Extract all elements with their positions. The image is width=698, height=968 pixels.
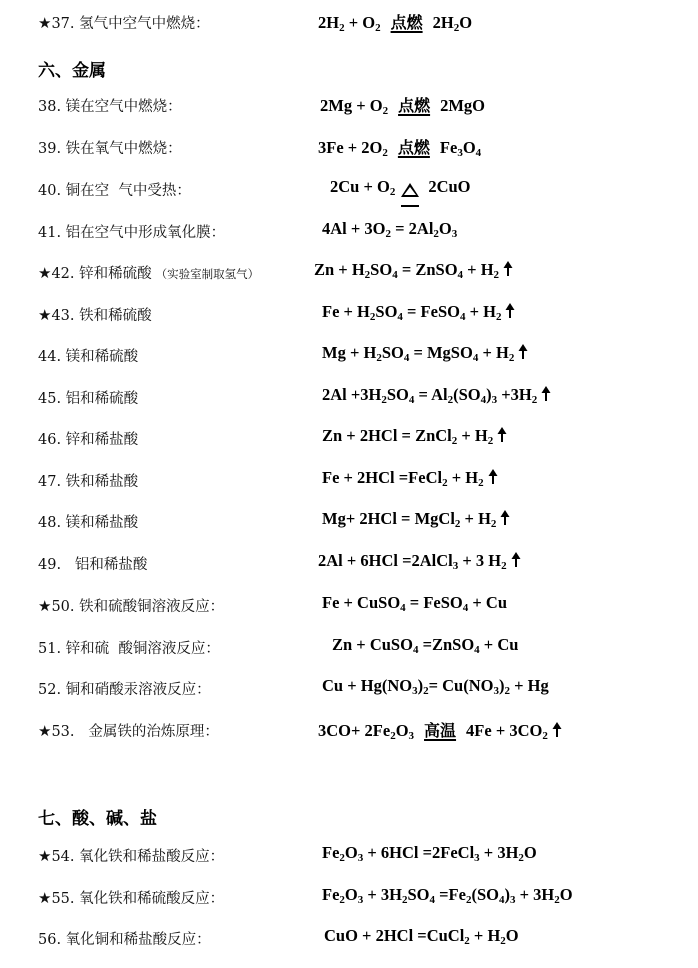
equation-row	[0, 632, 698, 660]
reaction-label	[38, 845, 224, 866]
reaction-description: 镁和稀盐酸	[65, 515, 139, 531]
reaction-description: 金属铁的治炼原理：	[79, 724, 219, 740]
reaction-label	[38, 179, 191, 200]
chemical-equation: 2Al + 6HCl =2AlCl$_3$ + 3 $H_2$	[318, 551, 521, 572]
equation-row	[0, 382, 698, 410]
chemical-equation: $Fe_2O_3 + 6HCl$ =2FeCl$_3$ + $3H_2O$	[322, 843, 537, 864]
chemical-equation: $Mg + H_2SO_4$ = MgSO$_4$ + $H_2$	[322, 343, 528, 364]
reaction-number: 56.	[38, 932, 66, 948]
equation-row	[0, 548, 698, 576]
reaction-label	[38, 221, 225, 242]
chemical-equation: Zn + CuSO$_4$ =ZnSO$_4$ + Cu	[332, 635, 519, 656]
chemical-equation: $Fe + H_2SO_4$ = FeSO$_4$ + $H_2$	[322, 302, 515, 323]
reaction-number: 38.	[38, 99, 66, 115]
reaction-label	[38, 595, 224, 616]
reaction-description: 铁和稀硫酸	[79, 308, 152, 324]
equation-row	[0, 257, 698, 285]
gas-up-arrow-icon	[552, 722, 562, 738]
reaction-label	[38, 678, 211, 699]
reaction-number: 54.	[51, 849, 80, 865]
reaction-description: 氧化铜和稀盐酸反应：	[65, 932, 211, 948]
reaction-description: 铜和硝酸汞溶液反应：	[65, 682, 211, 698]
reaction-number: 47.	[38, 474, 66, 490]
chemical-equation: $2Cu + O_2$ 2CuO	[330, 177, 471, 207]
reaction-condition: 点燃	[398, 96, 431, 115]
reaction-description: 铁和硫酸铜溶液反应：	[79, 599, 225, 615]
reaction-number: 45.	[38, 391, 66, 407]
reaction-label	[38, 720, 219, 741]
chemical-equation: $2Mg + O_2$ 点燃 2MgO	[320, 96, 485, 117]
chemical-equation: $Cu + Hg(NO_3)_2= Cu(NO_3)_2 + Hg$	[322, 676, 549, 697]
chemical-equation: Fe + 2HCl =FeCl$_2$ + $H_2$	[322, 468, 498, 489]
equation-row	[0, 174, 698, 202]
reaction-description: 铝和稀盐酸	[65, 557, 148, 573]
reaction-note: （实验室制取氢气）	[155, 267, 260, 281]
reaction-number: 37.	[51, 16, 80, 32]
reaction-number: 46.	[38, 432, 66, 448]
equation-row	[0, 7, 698, 35]
chemical-equation: $4Al + 3O_2 = 2Al_2O_3$	[322, 219, 458, 240]
equation-row	[0, 840, 698, 868]
equation-row	[0, 216, 698, 244]
reaction-label	[38, 262, 259, 283]
chemical-equation: $2Al +3H_2SO_4 = Al_2(SO_4)_3 +3H_2$	[322, 385, 551, 406]
equation-row	[0, 132, 698, 160]
reaction-label	[38, 387, 138, 408]
section-heading-metals: 六、金属	[38, 61, 106, 81]
reaction-label	[38, 428, 138, 449]
reaction-label	[38, 137, 182, 158]
reaction-label	[38, 637, 220, 658]
reaction-description: 镁在空气中燃烧：	[65, 99, 182, 115]
gas-up-arrow-icon	[541, 386, 551, 402]
gas-up-arrow-icon	[500, 510, 510, 526]
reaction-number: 55.	[51, 891, 80, 907]
gas-up-arrow-icon	[497, 427, 507, 443]
chemical-equation: Zn + 2HCl = ZnCl$_2$ + $H_2$	[322, 426, 507, 447]
reaction-condition: 点燃	[397, 138, 430, 157]
equation-row	[0, 299, 698, 327]
equation-row	[0, 673, 698, 701]
star-icon: ★	[38, 306, 52, 324]
heat-triangle-icon	[401, 181, 419, 207]
star-icon: ★	[38, 847, 52, 865]
reaction-label	[38, 553, 147, 574]
reaction-label	[38, 511, 138, 532]
reaction-description: 铝和稀硫酸	[65, 391, 139, 407]
reaction-number: 49.	[38, 557, 66, 573]
star-icon: ★	[38, 14, 52, 32]
reaction-description: 铁在氧气中燃烧：	[65, 141, 182, 157]
reaction-number: 51.	[38, 641, 66, 657]
chemical-equation: $Zn + H_2SO_4$ = ZnSO$_4$ + $H_2$	[314, 260, 513, 281]
gas-up-arrow-icon	[503, 261, 513, 277]
reaction-number: 53.	[51, 724, 80, 740]
star-icon: ★	[38, 264, 52, 282]
reaction-description: 锌和硫 酸铜溶液反应：	[65, 641, 220, 657]
reaction-condition: 高温	[424, 721, 457, 740]
gas-up-arrow-icon	[505, 303, 515, 319]
chemical-equation: CuO + 2HCl =CuCl$_2$ + $H_2O$	[324, 926, 519, 947]
reaction-number: 40.	[38, 183, 66, 199]
equation-row	[0, 506, 698, 534]
reaction-label	[38, 304, 152, 325]
chemical-equation: $Fe_2O_3 + 3H_2SO_4 =Fe_2(SO_4)_3 + 3H_2O$	[322, 885, 573, 906]
chemical-equation: $3Fe + 2O_2$ 点燃 $Fe_3O_4$	[318, 138, 482, 159]
reaction-description: 镁和稀硫酸	[65, 349, 139, 365]
reaction-description: 氢气中空气中燃烧：	[79, 16, 210, 32]
reaction-description: 铜在空 气中受热：	[65, 183, 191, 199]
reaction-description: 锌和稀硫酸	[79, 266, 152, 282]
reaction-number: 42.	[51, 266, 80, 282]
reaction-description: 锌和稀盐酸	[65, 432, 139, 448]
reaction-label	[38, 12, 210, 33]
chemical-equation: Fe + CuSO$_4$ = FeSO$_4$ + Cu	[322, 593, 507, 614]
reaction-number: 44.	[38, 349, 66, 365]
reaction-number: 52.	[38, 682, 66, 698]
equation-row	[0, 90, 698, 118]
equation-row	[0, 465, 698, 493]
reaction-description: 氧化铁和稀硫酸反应：	[79, 891, 225, 907]
equation-row	[0, 882, 698, 910]
star-icon: ★	[38, 597, 52, 615]
chemical-equation: $3CO+ 2Fe_2O_3$ 高温 $4Fe + 3CO_2$	[318, 718, 562, 742]
equation-row	[0, 590, 698, 618]
star-icon: ★	[38, 889, 52, 907]
reaction-description: 氧化铁和稀盐酸反应：	[79, 849, 225, 865]
reaction-label	[38, 887, 224, 908]
gas-up-arrow-icon	[511, 552, 521, 568]
reaction-condition: 点燃	[390, 13, 423, 32]
gas-up-arrow-icon	[488, 469, 498, 485]
equation-row	[0, 423, 698, 451]
section-heading-acids-bases-salts: 七、酸、碱、盐	[38, 809, 157, 829]
gas-up-arrow-icon	[518, 344, 528, 360]
chemical-equation: Mg+ 2HCl = MgCl$_2$ + $H_2$	[322, 509, 510, 530]
reaction-number: 41.	[38, 225, 66, 241]
reaction-number: 43.	[51, 308, 80, 324]
reaction-description: 铝在空气中形成氧化膜：	[65, 225, 226, 241]
star-icon: ★	[38, 722, 52, 740]
reaction-label	[38, 470, 138, 491]
chemical-equation: $2H_2 + O_2$ 点燃 $2H_2O$	[318, 13, 473, 34]
reaction-number: 50.	[51, 599, 80, 615]
reaction-label	[38, 928, 211, 949]
reaction-description: 铁和稀盐酸	[65, 474, 139, 490]
reaction-label	[38, 95, 182, 116]
equation-row	[0, 340, 698, 368]
reaction-number: 48.	[38, 515, 66, 531]
equation-row	[0, 923, 698, 951]
equation-row	[0, 715, 698, 743]
reaction-number: 39.	[38, 141, 66, 157]
reaction-label	[38, 345, 138, 366]
